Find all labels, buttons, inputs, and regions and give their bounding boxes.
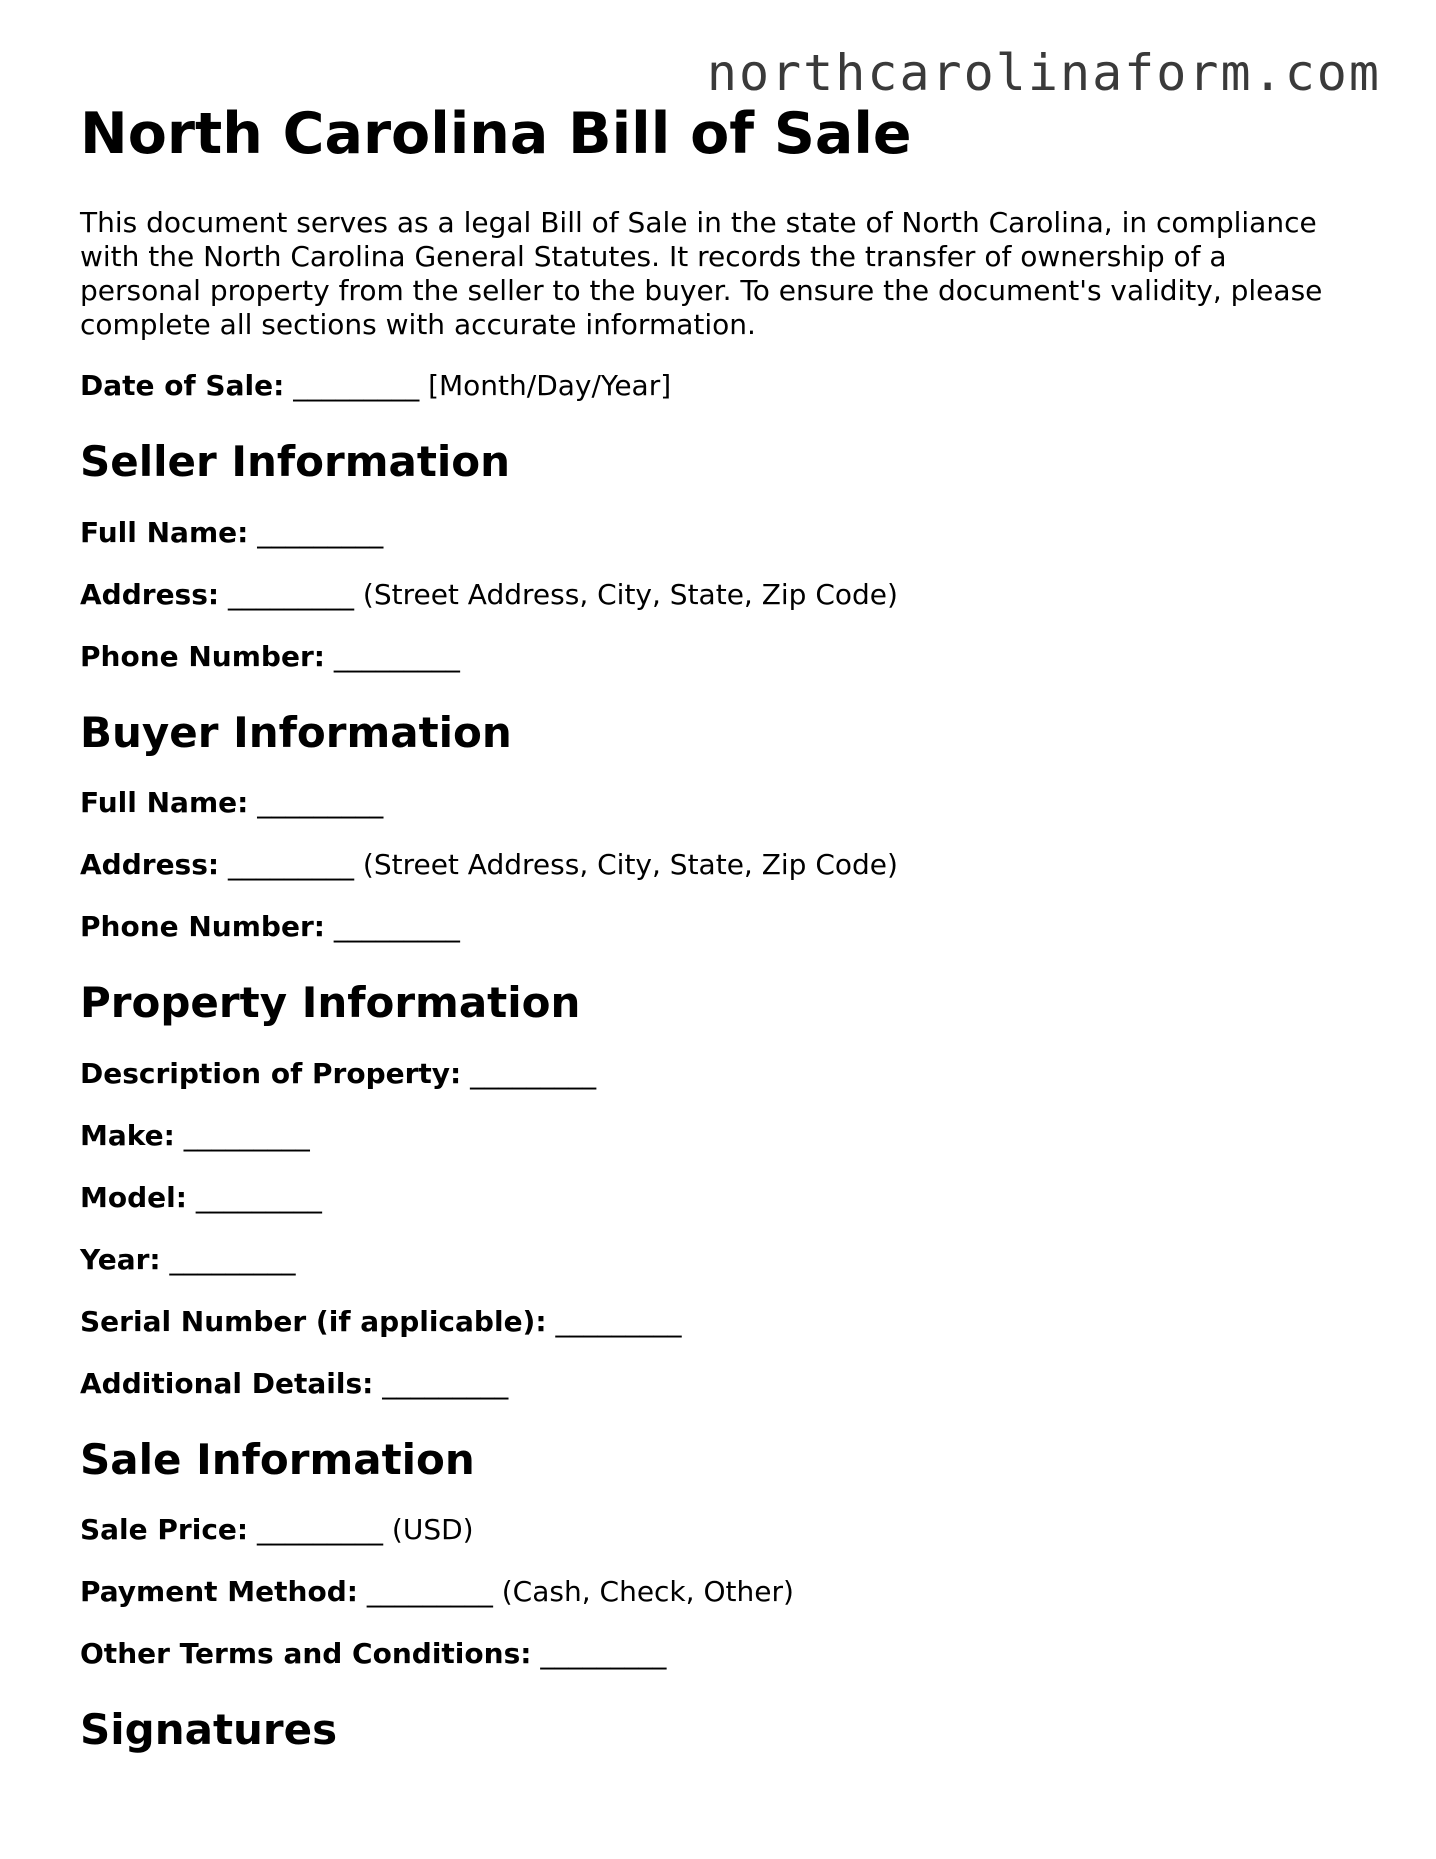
buyer-full-name-label: Full Name: bbox=[80, 786, 249, 820]
sale-price-label: Sale Price: bbox=[80, 1512, 249, 1546]
buyer-address-hint: (Street Address, City, State, Zip Code) bbox=[362, 848, 898, 882]
intro-paragraph: This document serves as a legal Bill of Sale in the state of North Carolina, in compliance with the North Carolina General Statutes. It records the transfer of ownership of a personal property from the seller to the buyer. To ensure the document's validity, please complete all sections with accurate information. bbox=[80, 206, 1323, 342]
seller-address-blank[interactable]: _________ bbox=[228, 577, 354, 611]
property-details-label: Additional Details: bbox=[80, 1366, 374, 1400]
sale-section-heading: Sale Information bbox=[80, 1434, 475, 1484]
other-terms-blank[interactable]: _________ bbox=[540, 1636, 667, 1670]
seller-full-name-label: Full Name: bbox=[80, 515, 249, 549]
buyer-phone-label: Phone Number: bbox=[80, 910, 325, 944]
document-body bbox=[80, 100, 1370, 1755]
buyer-address-field bbox=[80, 848, 1370, 882]
seller-address-label: Address: bbox=[80, 577, 220, 611]
payment-method-blank[interactable]: _________ bbox=[366, 1574, 493, 1608]
property-details-field bbox=[80, 1367, 1370, 1401]
buyer-phone-blank[interactable]: _________ bbox=[333, 910, 460, 944]
property-fields bbox=[80, 1057, 1370, 1401]
seller-phone-label: Phone Number: bbox=[80, 639, 325, 673]
buyer-address-blank[interactable]: _________ bbox=[228, 848, 354, 882]
property-year-label: Year: bbox=[80, 1242, 161, 1276]
property-make-field bbox=[80, 1119, 1370, 1153]
date-of-sale-blank[interactable]: _________ bbox=[293, 369, 420, 403]
property-serial-label: Serial Number (if applicable): bbox=[80, 1304, 547, 1338]
sale-fields bbox=[80, 1513, 1370, 1671]
sale-price-blank[interactable]: _________ bbox=[257, 1512, 384, 1546]
other-terms-field bbox=[80, 1637, 1370, 1671]
property-model-field bbox=[80, 1181, 1370, 1215]
property-details-blank[interactable]: _________ bbox=[382, 1366, 509, 1400]
property-description-blank[interactable]: _________ bbox=[470, 1056, 597, 1090]
seller-address-hint: (Street Address, City, State, Zip Code) bbox=[362, 577, 898, 611]
buyer-full-name-blank[interactable]: _________ bbox=[257, 786, 384, 820]
date-of-sale-hint: [Month/Day/Year] bbox=[428, 369, 672, 403]
seller-address-field bbox=[80, 578, 1370, 612]
watermark: northcarolinaform.com bbox=[706, 44, 1381, 102]
property-section-heading: Property Information bbox=[80, 978, 581, 1028]
property-serial-field bbox=[80, 1305, 1370, 1339]
payment-method-label: Payment Method: bbox=[80, 1574, 358, 1608]
property-serial-blank[interactable]: _________ bbox=[555, 1304, 682, 1338]
seller-phone-blank[interactable]: _________ bbox=[333, 639, 460, 673]
date-of-sale-label: Date of Sale: bbox=[80, 369, 285, 403]
buyer-address-label: Address: bbox=[80, 848, 220, 882]
property-make-label: Make: bbox=[80, 1118, 175, 1152]
other-terms-label: Other Terms and Conditions: bbox=[80, 1636, 532, 1670]
page-title: North Carolina Bill of Sale bbox=[80, 101, 912, 167]
property-description-label: Description of Property: bbox=[80, 1056, 462, 1090]
property-year-blank[interactable]: _________ bbox=[169, 1242, 296, 1276]
property-make-blank[interactable]: _________ bbox=[183, 1118, 310, 1152]
seller-section-heading: Seller Information bbox=[80, 437, 511, 487]
seller-phone-field bbox=[80, 640, 1370, 674]
property-model-label: Model: bbox=[80, 1180, 187, 1214]
signatures-section-heading: Signatures bbox=[80, 1704, 338, 1754]
buyer-phone-field bbox=[80, 910, 1370, 944]
buyer-fields bbox=[80, 786, 1370, 944]
property-description-field bbox=[80, 1057, 1370, 1091]
buyer-full-name-field bbox=[80, 786, 1370, 820]
sale-price-field bbox=[80, 1513, 1370, 1547]
seller-fields bbox=[80, 516, 1370, 674]
property-model-blank[interactable]: _________ bbox=[195, 1180, 322, 1214]
payment-method-hint: (Cash, Check, Other) bbox=[501, 1574, 794, 1608]
property-year-field bbox=[80, 1243, 1370, 1277]
date-of-sale-field bbox=[80, 369, 1370, 403]
buyer-section-heading: Buyer Information bbox=[80, 707, 512, 757]
seller-full-name-field bbox=[80, 516, 1370, 550]
payment-method-field bbox=[80, 1575, 1370, 1609]
seller-full-name-blank[interactable]: _________ bbox=[257, 515, 384, 549]
sale-price-hint: (USD) bbox=[391, 1512, 474, 1546]
